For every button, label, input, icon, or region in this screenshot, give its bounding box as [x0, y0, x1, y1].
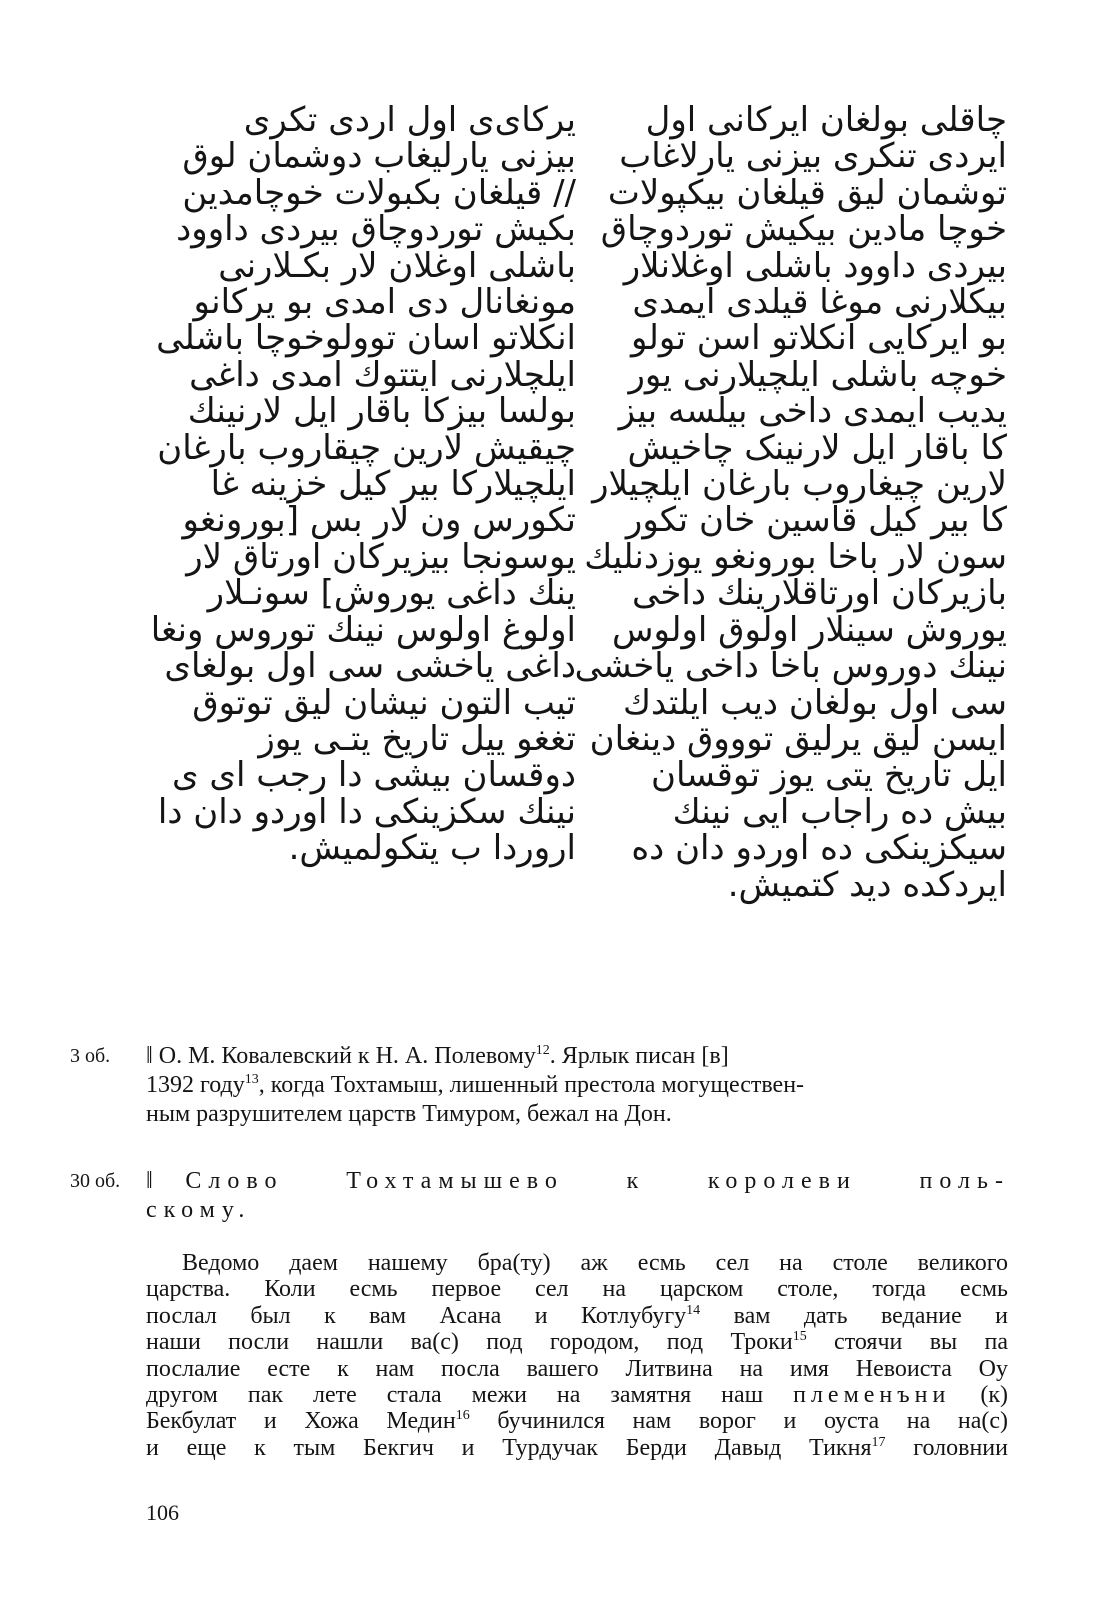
annotation-line: 1392 году$^{13}$, когда Тохтамыш, лишенный престола могуществен- [146, 1072, 805, 1098]
arabic-line: ایلچلارنی ایتتوك امدی داغی [189, 354, 576, 395]
body-line: и еще к тым Бекгич и Турдучак Берди Давыд Тикня$^{17}$ головнии [146, 1434, 1008, 1461]
arabic-line: نینك دوروس باخا داخی یاخشی [574, 646, 1007, 687]
arabic-line: ایردکده دید کتمیش. [727, 864, 1007, 905]
arabic-line: کا بیر کیل قاسین خان تکور [625, 500, 1007, 541]
arabic-line: چاقلی بولغان ایرکانی اول [645, 100, 1007, 140]
body-line: Бекбулат и Хожа Медин$^{16}$ бучинился нам ворог и оуста на на(с) [146, 1408, 1009, 1435]
arabic-line: سون لار باخا بورونغو یوزدنلیك [584, 536, 1007, 577]
arabic-line: یدیب ایمدی داخی بیلسه بیز [618, 391, 1007, 432]
arabic-line: بو ایرکایی انکلاتو اسن تولو [630, 318, 1007, 359]
arabic-line: ایردی تنکری بیزنی یارلاغاب [619, 136, 1007, 177]
arabic-line: تکورس ون لار بس [بورونغو [182, 500, 576, 541]
annotation-entry-1 [70, 1042, 1010, 1129]
section-heading: ‖ Слово Тохтамышево к королеви поль- скому. [146, 1168, 1010, 1223]
arabic-line: لارین چیغاروب بارغان ایلچیلار [592, 464, 1007, 505]
arabic-line: بازیرکان اورتاقلارینك داخی [632, 573, 1007, 614]
arabic-line: سی اول بولغان دیب ایلتدك [622, 682, 1007, 723]
page-number: 106 [146, 1500, 179, 1525]
arabic-line: بیش ده راجاب ایی نینك [672, 791, 1007, 832]
arabic-line: ایلچیلارکا بیر کیل خزینه غا [210, 464, 576, 505]
annotation-text [146, 1042, 1010, 1129]
arabic-line: مونغانال دی امدی بو یرکانو [193, 282, 576, 323]
footnote-ref: 15 [792, 1329, 807, 1345]
arabic-line: سیکزینکی ده اوردو دان ده [631, 828, 1007, 869]
arabic-line: خوچه باشلی ایلچیلارنی یور [628, 354, 1007, 395]
body-paragraph [146, 1250, 1008, 1461]
footnote-ref: 14 [686, 1302, 701, 1318]
arabic-line: // قیلغان بکبولات خوچامدین [182, 172, 576, 213]
arabic-line: چیقیش لارین چیقاروب بارغان [157, 427, 576, 468]
arabic-line: بولسا بیزکا باقار ایل لارنینك [187, 391, 576, 432]
arabic-text-left-column [140, 102, 576, 867]
body-line: послалие есте к нам посла вашего Литвина на имя Невоиста Оу [146, 1355, 1008, 1382]
body-line: Ведомо даем нашему бра(ту) аж есмь сел на столе великого [182, 1250, 1008, 1276]
annotation-line: ‖ О. М. Ковалевский к Н. А. Полевому$^{12}$. Ярлык писан [в] [146, 1043, 729, 1069]
footnote-ref: 12 [535, 1043, 550, 1058]
arabic-line: اولوغ اولوس نینك توروس ونغا [150, 609, 576, 650]
arabic-line: یوروش سینلار اولوق اولوس [612, 609, 1007, 650]
arabic-line: کا باقار ایل لارنینک چاخیش [627, 427, 1007, 468]
footnote-ref: 17 [871, 1434, 886, 1450]
arabic-line: ایل تاریخ یتی یوز توقسان [651, 755, 1007, 796]
arabic-line: نینك سکزینکی دا اوردو دان دا [157, 791, 576, 832]
body-line: царства. Коли есмь первое сел на царском столе, тогда есмь [146, 1276, 1008, 1303]
arabic-line: دوقسان بیشی دا رجب ای ی [172, 755, 576, 796]
annotation-entry-2 [70, 1167, 1010, 1225]
annotation-line: ным разрушителем царств Тимуром, бежал на Дон. [146, 1101, 672, 1127]
arabic-line: بیکلارنی موغا قیلدی ایمدی [632, 282, 1007, 323]
arabic-line: باشلی اوغلان لار بکـلارنی [218, 245, 576, 286]
arabic-line: بیزنی یارلیغاب دوشمان لوق [182, 136, 576, 177]
arabic-line: داغی یاخشی سی اول بولغای [164, 646, 576, 687]
arabic-line: ایسن لیق یرلیق توووق دینغان [589, 718, 1007, 759]
arabic-line: تغغو ییل تاریخ یتـی یوز [258, 718, 576, 759]
body-line: другом пак лете стала межи на замятня наш племенъни (к) [146, 1382, 1008, 1409]
arabic-line: یرکای‌ی اول اردی تکری [243, 100, 576, 140]
arabic-line: خوچا مادین بیکیش توردوچاق [600, 209, 1007, 250]
arabic-line: اروردا ب یتکولمیش. [288, 828, 576, 869]
footnote-ref: 16 [455, 1408, 470, 1424]
folio-reference: 3 об. [70, 1045, 111, 1067]
arabic-line: توشمان لیق قیلغان بیکپولات [607, 172, 1007, 213]
arabic-line: انکلاتو اسان توولوخوچا باشلی [156, 318, 576, 359]
arabic-text-right-column [574, 100, 1007, 905]
arabic-line: یوسونجا بیزیرکان اورتاق لار [186, 536, 576, 577]
arabic-line: بیردی داوود باشلی اوغلانلار [623, 245, 1007, 286]
arabic-line: تیب التون نیشان لیق توتوق [192, 682, 576, 723]
arabic-line: بکیش توردوچاق بیردی داوود [176, 209, 576, 250]
footnote-ref: 13 [244, 1072, 259, 1087]
folio-reference: 30 об. [70, 1170, 121, 1192]
body-line: наши посли нашли ва(с) под городом, под Троки$^{15}$ стоячи вы па [146, 1329, 1008, 1356]
arabic-line: ینك داغی یوروش] سونـلار [207, 573, 576, 614]
body-line: послал был к вам Асана и Котлубугу$^{14}$ вам дать ведание и [146, 1302, 1008, 1329]
